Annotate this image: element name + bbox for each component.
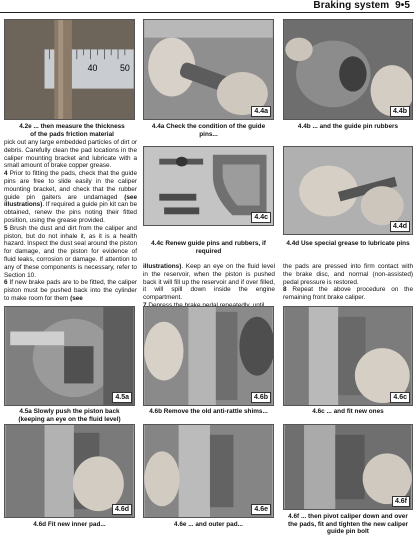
figure-label-4-6b: 4.6b bbox=[251, 392, 271, 403]
paragraph-step-5 bbox=[4, 225, 137, 280]
text-column-right bbox=[283, 263, 413, 302]
paragraph-mid bbox=[143, 263, 275, 302]
page-number: 9•5 bbox=[395, 0, 410, 11]
figure-4-4d bbox=[283, 146, 413, 235]
ruler-tick-40: 40 bbox=[87, 62, 98, 73]
paragraph-step-4 bbox=[4, 170, 137, 225]
step-4-number: 4 bbox=[4, 170, 8, 178]
caption-4-6c: 4.6c ... and fit new ones bbox=[312, 408, 384, 415]
step-8-number: 8 bbox=[283, 286, 287, 294]
caption-4-6d: 4.6d Fit new inner pad... bbox=[33, 521, 106, 528]
photo-guide-pin-rubbers bbox=[284, 20, 412, 119]
figure-label-4-4c: 4.4c bbox=[251, 212, 271, 223]
caption-4-4c: 4.4c Renew guide pins and rubbers, if required bbox=[151, 240, 266, 255]
caption-4-4b: 4.4b ... and the guide pin rubbers bbox=[297, 123, 399, 130]
figure-4-6f bbox=[283, 424, 413, 510]
step-5-text: Brush the dust and dirt from the caliper and piston, but do not inhale it, as it is a health hazard. Inspect the dust seal around the piston for damage, and the piston for evidence of fluid leaks, corrosion or damage. If attention to any of these components is necessary, refer to Section 10. bbox=[4, 224, 137, 279]
figure-label-4-6c: 4.6c bbox=[390, 392, 410, 403]
figure-label-4-6e: 4.6e bbox=[251, 504, 271, 515]
caption-4-6e: 4.6e ... and outer pad... bbox=[174, 521, 243, 528]
photo-fit-shims bbox=[284, 307, 412, 405]
caption-4-6f: 4.6f ... then pivot caliper down and over the pads, fit and tighten the new caliper guide pin bolt bbox=[287, 513, 408, 536]
step-4-text: Prior to fitting the pads, check that the guide pins are free to slide easily in the caliper mounting bracket, and check that the rubber guide pin gaiters are undamaged bbox=[4, 170, 137, 201]
caption-4-4a: 4.4a Check the condition of the guide pins... bbox=[151, 123, 266, 138]
figure-label-4-4b: 4.4b bbox=[390, 106, 410, 117]
text-column-middle bbox=[143, 263, 275, 310]
photo-ruler-pad bbox=[5, 20, 134, 119]
figure-4-2e bbox=[4, 19, 135, 120]
paragraph-step-6 bbox=[4, 279, 137, 302]
figure-label-4-5a: 4.5a bbox=[112, 392, 132, 403]
figure-4-6b bbox=[143, 306, 274, 406]
photo-remove-shims bbox=[144, 307, 273, 405]
figure-4-4a bbox=[143, 19, 274, 120]
figure-label-4-4d: 4.4d bbox=[390, 221, 410, 232]
figure-label-4-6f: 4.6f bbox=[392, 496, 410, 507]
step-6-text: If new brake pads are to be fitted, the caliper piston must be pushed back into the cylinder to make room for them bbox=[4, 279, 137, 302]
paragraph-intro: pick out any large embedded particles of dirt or debris. Carefully clean the pad locations in the caliper mounting bracket and lubricate with a small amount of brake copper grease. bbox=[4, 139, 137, 170]
ruler-tick-50: 50 bbox=[119, 62, 130, 73]
figure-4-4c bbox=[143, 146, 274, 226]
figure-label-4-6d: 4.6d bbox=[112, 504, 132, 515]
caption-4-6b: 4.6b Remove the old anti-rattle shims... bbox=[149, 408, 268, 415]
step-4-tail: . If required a guide pin kit can be obtained, renew the pins noting their fitted position, using the grease provided. bbox=[4, 201, 137, 224]
figure-4-4b bbox=[283, 19, 413, 120]
figure-4-6e bbox=[143, 424, 274, 518]
figure-4-6c bbox=[283, 306, 413, 406]
section-title: Braking system bbox=[313, 0, 390, 11]
step-5-number: 5 bbox=[4, 224, 8, 232]
figure-4-5a bbox=[4, 306, 135, 406]
paragraph-right: the pads are pressed into firm contact with the brake disc, and normal (non-assisted) pedal pressure is restored. bbox=[283, 263, 413, 286]
page-header bbox=[0, 0, 414, 13]
mid-text: . Keep an eye on the fluid level in the reservoir, when the piston is pushed back it will fill up the reservoir and if over filled, it will spill down inside the engine compartment. bbox=[143, 263, 275, 302]
text-column-left bbox=[4, 139, 137, 303]
header-title bbox=[313, 0, 410, 11]
photo-push-piston bbox=[5, 307, 134, 405]
photo-guide-pins bbox=[144, 20, 273, 119]
paragraph-step-8 bbox=[283, 286, 413, 302]
mid-ref: illustrations) bbox=[143, 263, 182, 270]
step-6-ref: (see bbox=[70, 294, 83, 302]
caption-4-5a: 4.5a Slowly push the piston back (keeping an eye on the fluid level) bbox=[18, 408, 121, 423]
caption-4-4d: 4.4d Use special grease to lubricate pins bbox=[286, 240, 410, 247]
figure-4-6d bbox=[4, 424, 135, 518]
caption-4-2e: 4.2e ... then measure the thickness of the pads friction material bbox=[19, 123, 125, 138]
step-6-number: 6 bbox=[4, 279, 8, 287]
step-8-text: Repeat the above procedure on the remaining front brake caliper. bbox=[283, 286, 413, 302]
figure-label-4-4a: 4.4a bbox=[251, 106, 271, 117]
step-4-ref: (see illustrations) bbox=[4, 193, 137, 209]
